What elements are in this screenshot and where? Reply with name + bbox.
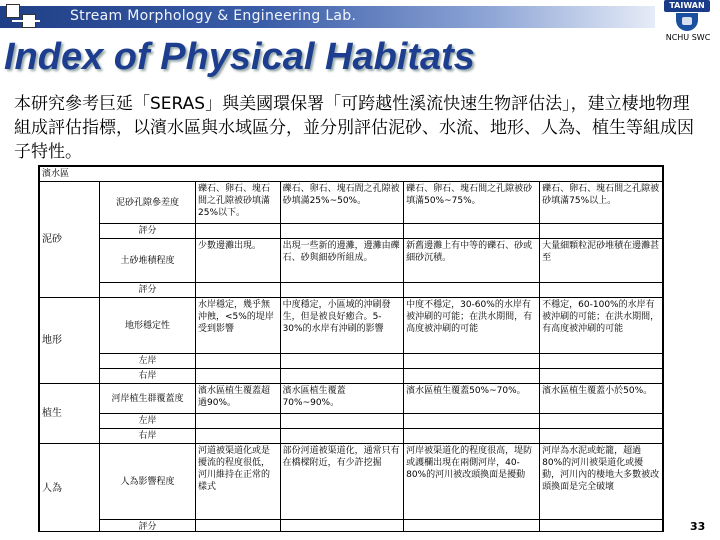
score-cell xyxy=(196,224,281,239)
level-cell: 礫石、卵石、塊石間之孔隙被砂填滿25%~50%。 xyxy=(280,182,404,224)
lab-name: Stream Morphology & Engineering Lab. xyxy=(70,8,357,24)
score-cell xyxy=(280,520,404,533)
left-bank-label: 左岸 xyxy=(100,354,196,369)
level-cell: 濱水區植生覆蓋50%~70%。 xyxy=(404,384,540,414)
score-cell xyxy=(540,429,663,444)
sediment1-name: 泥砂孔隙參差度 xyxy=(100,182,196,224)
right-bank-label: 右岸 xyxy=(100,429,196,444)
score-cell xyxy=(540,354,663,369)
right-bank-label: 右岸 xyxy=(100,369,196,384)
score-cell xyxy=(196,283,281,298)
score-label: 評分 xyxy=(100,224,196,239)
score-cell xyxy=(540,224,663,239)
level-cell: 河道被渠道化或是擾流的程度很低，河川維持在正常的樣式 xyxy=(196,444,281,520)
level-cell: 少數邊灘出現。 xyxy=(196,239,281,283)
level-cell: 中度不穩定，30-60%的水岸有被沖刷的可能；在洪水期間，有高度被沖刷的可能 xyxy=(404,298,540,354)
shield-icon xyxy=(676,13,698,31)
level-cell: 河岸被渠道化的程度很高，堤防或護欄出現在兩側河岸，40-80%的河川被改頭換面是擾動 xyxy=(404,444,540,520)
score-cell xyxy=(404,369,540,384)
taiwan-logo xyxy=(660,0,714,32)
level-cell: 濱水區植生覆蓋小於50%。 xyxy=(540,384,663,414)
level-cell: 水岸穩定，幾乎無沖蝕，<5%的堤岸受到影響 xyxy=(196,298,281,354)
score-cell xyxy=(196,354,281,369)
lab-logo xyxy=(6,4,48,30)
level-cell: 濱水區植生覆蓋超過90%。 xyxy=(196,384,281,414)
level-cell: 河岸為水泥或蛇籠，超過80%的河川被渠道化或擾動，河川內的棲地大多數被改頭換面是完全破壞 xyxy=(540,444,663,520)
left-bank-label: 左岸 xyxy=(100,414,196,429)
level-cell: 不穩定，60-100%的水岸有被沖刷的可能；在洪水期間，有高度被沖刷的可能 xyxy=(540,298,663,354)
intro-paragraph: 本研究參考巨延「SERAS」與美國環保署「可跨越性溪流快速生物評估法」，建立棲地物理組成評估指標，以濱水區與水域區分，並分別評估泥砂、水流、地形、人為、植生等組成因子特性。 xyxy=(14,94,694,162)
score-cell xyxy=(280,429,404,444)
habitat-table xyxy=(38,165,664,532)
level-cell: 礫石、卵石、塊石間之孔隙被砂填滿50%~75%。 xyxy=(404,182,540,224)
level-cell: 出現一些新的邊灘，邊灘由礫石、砂與細砂所組成。 xyxy=(280,239,404,283)
human-name: 人為影響程度 xyxy=(100,444,196,520)
score-cell xyxy=(404,224,540,239)
score-cell xyxy=(404,354,540,369)
score-cell xyxy=(196,520,281,533)
score-cell xyxy=(540,283,663,298)
score-cell xyxy=(404,520,540,533)
score-cell xyxy=(280,354,404,369)
category-sediment: 泥砂 xyxy=(40,182,100,298)
score-cell xyxy=(404,414,540,429)
veg-name: 河岸植生群覆蓋度 xyxy=(100,384,196,414)
score-cell xyxy=(280,283,404,298)
category-terrain: 地形 xyxy=(40,298,100,384)
taiwan-badge: TAIWAN xyxy=(664,0,710,12)
score-label: 評分 xyxy=(100,520,196,533)
score-cell xyxy=(540,414,663,429)
score-cell xyxy=(280,369,404,384)
page-title: Index of Physical Habitats xyxy=(4,36,475,78)
level-cell: 中度穩定，小區域的沖刷發生，但是被良好癒合。5-30%的水岸有沖刷的影響 xyxy=(280,298,404,354)
level-cell: 礫石、卵石、塊石間之孔隙被砂填滿25%以下。 xyxy=(196,182,281,224)
score-cell xyxy=(196,414,281,429)
terrain-name: 地形穩定性 xyxy=(100,298,196,354)
level-cell: 濱水區植生覆蓋70%~90%。 xyxy=(280,384,404,414)
page-number: 33 xyxy=(690,520,706,533)
score-cell xyxy=(196,429,281,444)
score-cell xyxy=(540,520,663,533)
org-name: NCHU SWC xyxy=(665,33,711,42)
score-cell xyxy=(280,224,404,239)
level-cell: 部份河道被渠道化，通常只有在橋樑附近，有少許挖掘 xyxy=(280,444,404,520)
header-bar xyxy=(0,0,720,33)
level-cell: 大量細顆粒泥砂堆積在邊灘甚至 xyxy=(540,239,663,283)
score-label: 評分 xyxy=(100,283,196,298)
score-cell xyxy=(280,414,404,429)
score-cell xyxy=(404,429,540,444)
level-cell: 新舊邊灘上有中等的礫石、砂或細砂沉積。 xyxy=(404,239,540,283)
category-vegetation: 植生 xyxy=(40,384,100,444)
level-cell: 礫石、卵石、塊石間之孔隙被砂填滿75%以上。 xyxy=(540,182,663,224)
zone-header: 濱水區 xyxy=(40,167,663,182)
score-cell xyxy=(404,283,540,298)
category-human: 人為 xyxy=(40,444,100,533)
score-cell xyxy=(540,369,663,384)
sediment2-name: 土砂堆積程度 xyxy=(100,239,196,283)
score-cell xyxy=(196,369,281,384)
